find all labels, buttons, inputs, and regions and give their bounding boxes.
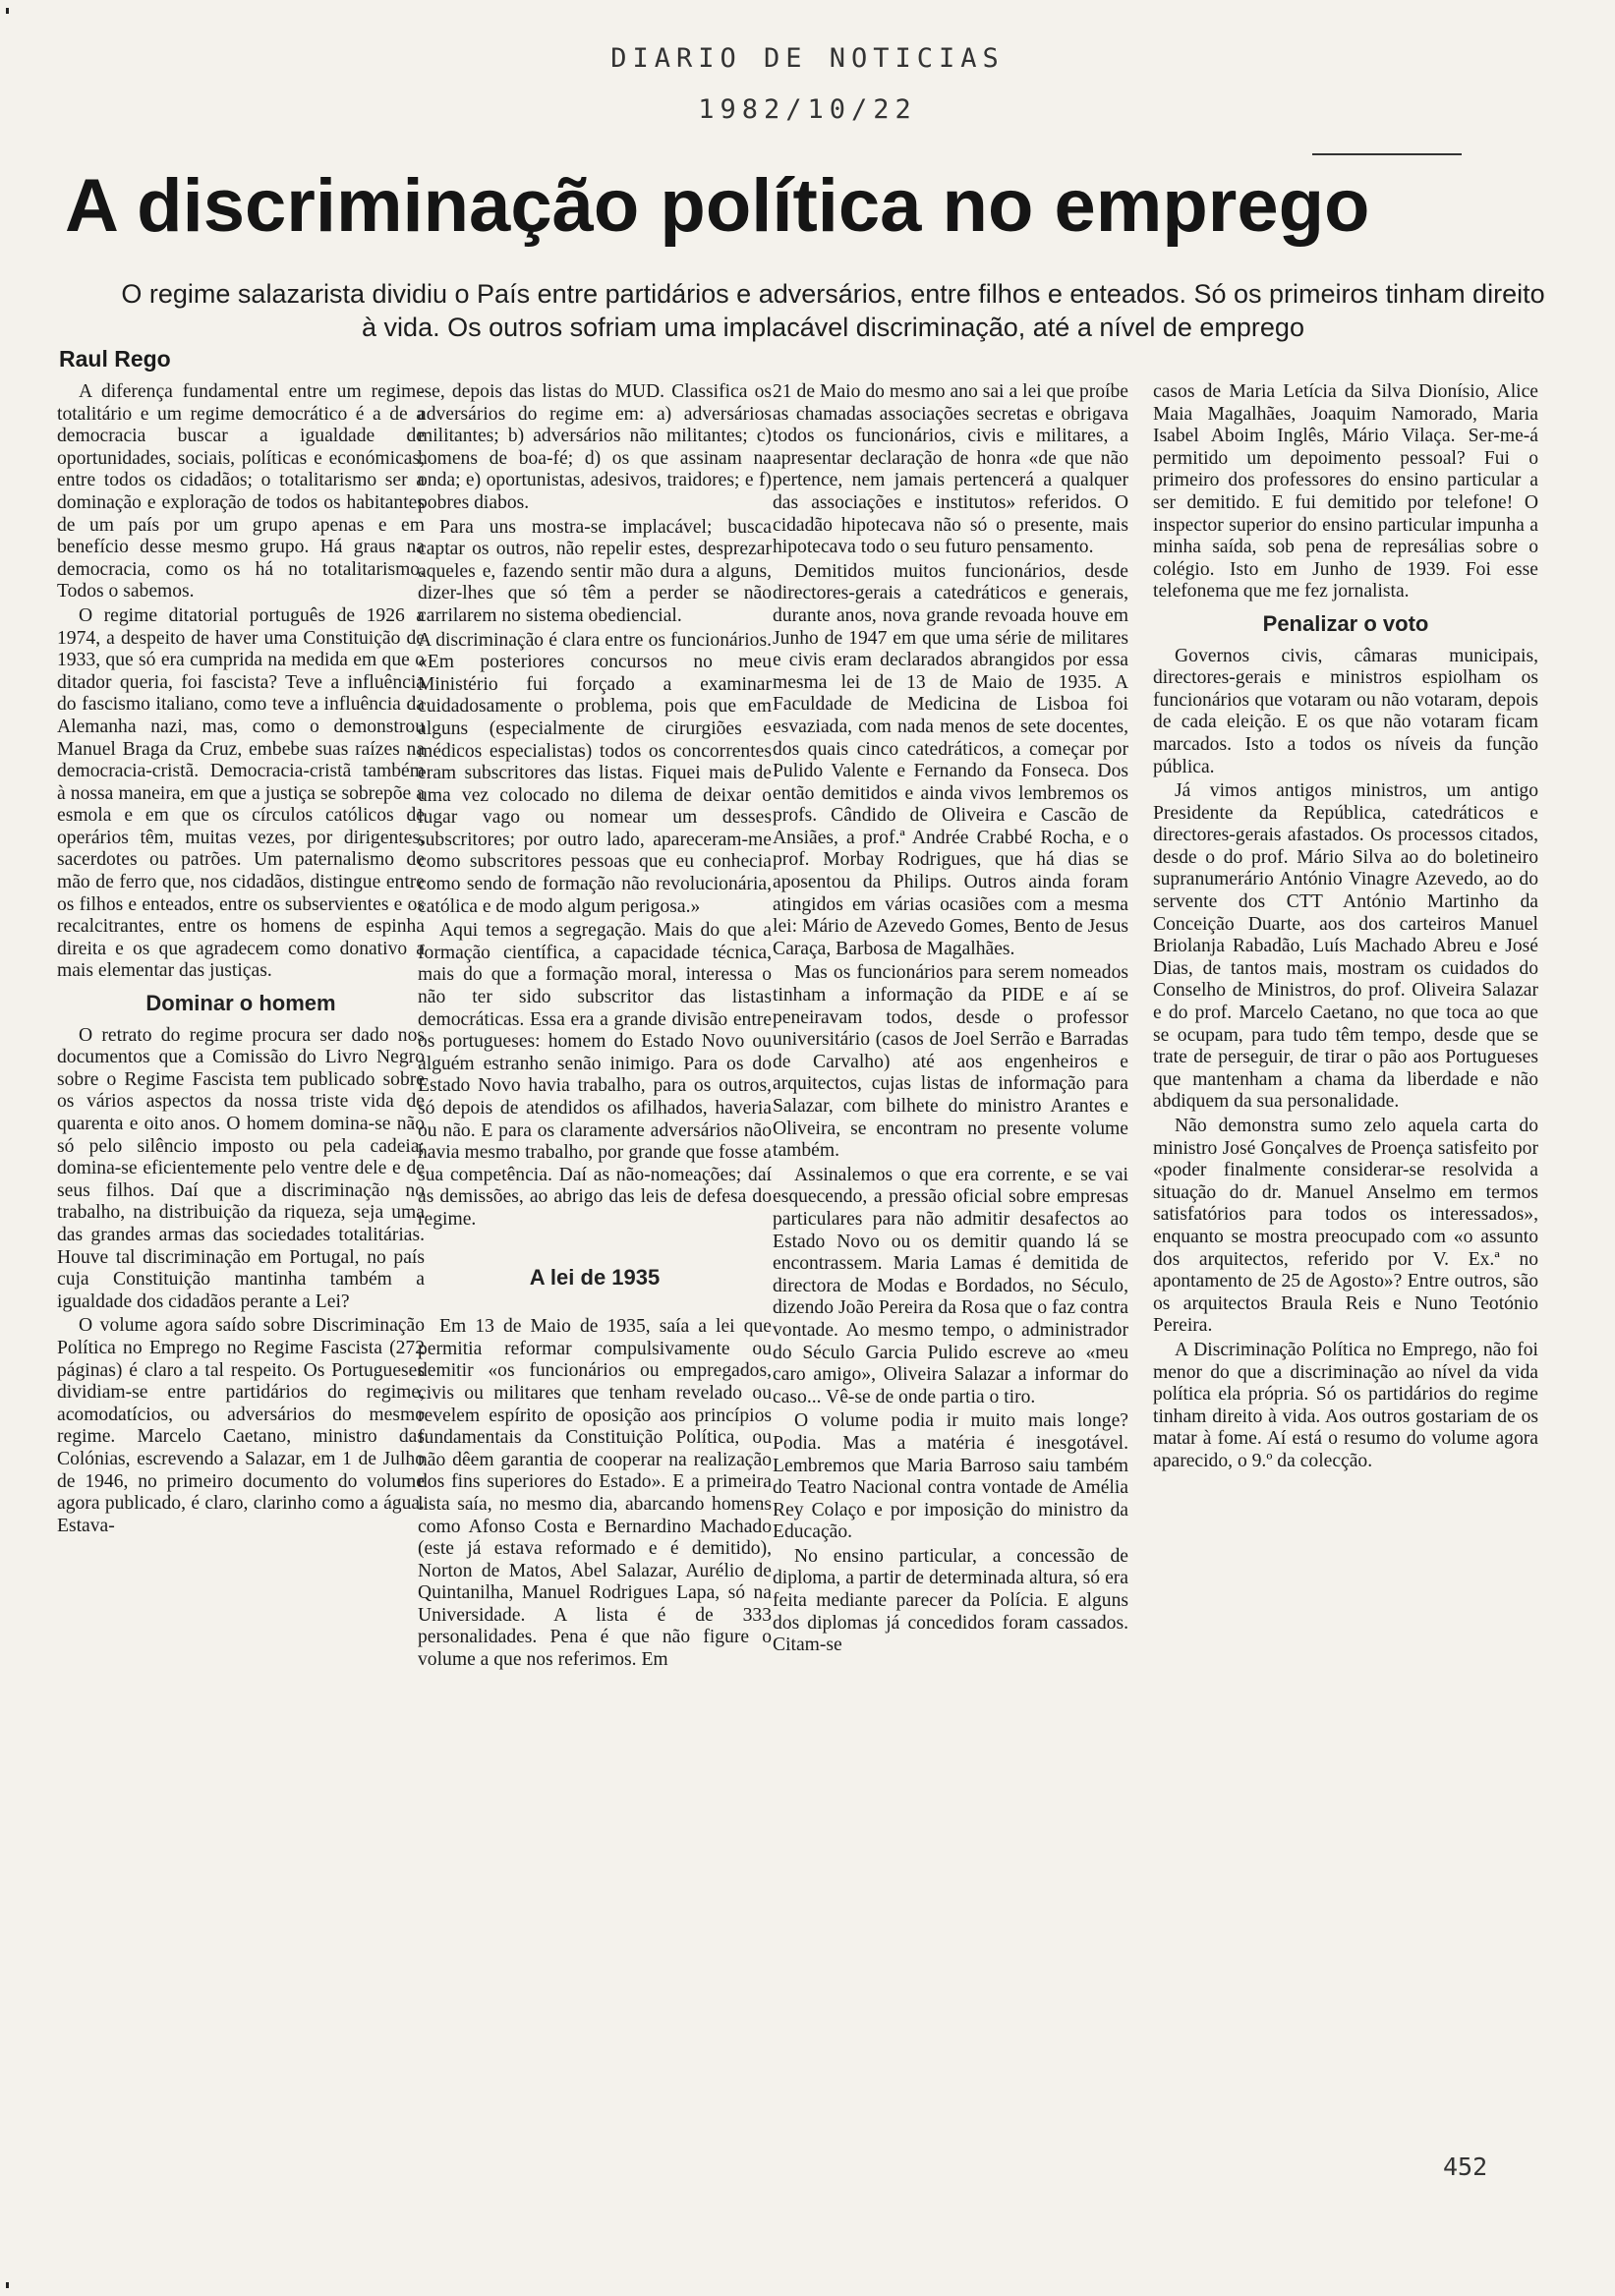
paragraph: Assinalemos o que era corrente, e se vai esquecendo, a pressão oficial sobre empresas particulares para não admitir desafectos ao Estado Novo ou os demitir quando lá se encontrassem. Maria Lamas é demitida de directora de Modas e Bordados, no Século, dizendo João Pereira da Rosa que o faz contra vontade. Ao mesmo tempo, o administrador do Século Garcia Pulido escreve ao «meu caro amigo», Oliveira Salazar a informar do caso... Vê-se de onde partia o tiro. — [773, 1164, 1128, 1407]
article-column-1 — [57, 381, 425, 2249]
paragraph: 21 de Maio do mesmo ano sai a lei que proíbe as chamadas associações secretas e obrigava todos os funcionários, civis e militares, a apresentar declaração de honra «de que não pertence, nem jamais pertencerá a qualquer das associações e institutos» referidos. O cidadão hipotecava não só o presente, mais hipotecava todo o seu futuro pensamento. — [773, 381, 1128, 558]
publication-date: 1982/10/22 — [698, 94, 917, 125]
scan-mark — [6, 8, 9, 14]
paragraph: Já vimos antigos ministros, um antigo Presidente da República, catedráticos e directores-gerais afastados. Os processos citados, desde o do prof. Mário Silva ao do boletineiro supranumerário António Vinagre Azevedo, ao do servente dos CTT António Martinho da Conceição Duarte, aos dos carteiros Manuel Briolanja Rabadão, Luís Machado Abreu e José Dias, de tantos mais, mostram os cuidados do Conselho de Ministros, do prof. Oliveira Salazar e do prof. Marcelo Caetano, no que toca ao que se ocupam, para tudo têm tempo, desde que se trate de perseguir, de tirar o pão aos Portugueses que mantenham a chama da liberdade e não abdiquem da sua personalidade. — [1153, 780, 1538, 1113]
article-column-2 — [418, 381, 772, 2249]
page-number: 452 — [1443, 2152, 1488, 2181]
paragraph: A diferença fundamental entre um regime totalitário e um regime democrático é a de a democracia buscar a igualdade de oportunidades, sociais, políticas e económicas, entre todos os cidadãos; o totalitarismo ser a dominação e exploração de todos os habitantes de um país por um grupo apenas e em benefício desse mesmo grupo. Há graus na democracia, como os há no totalitarismo. Todos o sabemos. — [57, 381, 425, 603]
paragraph: Em 13 de Maio de 1935, saía a lei que permitia reformar compulsivamente ou demitir «os funcionários ou empregados, civis ou militares que tenham revelado ou revelem espírito de oposição aos princípios fundamentais da Constituição Política, ou não dêem garantia de cooperar na realização dos fins superiores do Estado». E a primeira lista saía, no mesmo dia, abarcando homens como Afonso Costa e Bernardino Machado (este já estava reformado e é demitido), Norton de Matos, Abel Salazar, Aurélio de Quintanilha, Manuel Rodrigues Lapa, só na Universidade. A lista é de 333 personalidades. Pena é que não figure o volume a que nos referimos. Em — [418, 1316, 772, 1671]
paragraph: O volume podia ir muito mais longe? Podia. Mas a matéria é inesgotável. Lembremos que Maria Barroso saiu também do Teatro Nacional contra vontade de Amélia Rey Colaço e por imposição do ministro da Educação. — [773, 1410, 1128, 1543]
article-lead — [59, 277, 1607, 344]
paragraph: O regime ditatorial português de 1926 a 1974, a despeito de haver uma Constituição de 1933, que só era cumprida na medida em que o ditador queria, foi fascista? Teve a influência do fascismo italiano, como teve a influência da Alemanha nazi, mas, como o demonstrou Manuel Braga da Cruz, embebe suas raízes na democracia-cristã. Democracia-cristã também à nossa maneira, em que a justiça se sobrepõe a esmola e em que os círculos católicos de operários têm, muitas vezes, por dirigentes, sacerdotes ou patrões. Um paternalismo de mão de ferro que, nos cidadãos, distingue entre os filhos e enteados, entre os subservientes e os recalcitrantes, entre os homens de espinha direita e os que agradecem como donativo a mais elementar das justiças. — [57, 604, 425, 982]
paragraph: Mas os funcionários para serem nomeados tinham a informação da PIDE e aí se peneiravam todos, desde o professor universitário (casos de Joel Serrão e Barradas de Carvalho) até aos engenheiros e arquitectos, cujas listas de informação para Salazar, com bilhete do ministro Arantes e Oliveira, se encontram no presente volume também. — [773, 962, 1128, 1162]
lead-line: à vida. Os outros sofriam uma implacável discriminação, até a nível de emprego — [362, 313, 1304, 342]
subheading: A lei de 1935 — [529, 1264, 661, 1290]
separator-rule — [1312, 153, 1462, 155]
paragraph: Aqui temos a segregação. Mais do que a formação científica, a capacidade técnica, mais do que a formação moral, interessa o não ter sido subscritor das listas democráticas. Essa era a grande divisão entre os portugueses: homem do Estado Novo ou alguém estranho senão inimigo. Para os do Estado Novo havia trabalho, para os outros, só depois de atendidos os afilhados, haveria ou não. E para os claramente adversários não havia mesmo trabalho, por grande que fosse a sua competência. Daí as não-nomeações; daí as demissões, ao abrigo das leis de defesa do regime. — [418, 920, 772, 1230]
paragraph: A Discriminação Política no Emprego, não foi menor do que a discriminação ao nível da vida política ela própria. Só os partidários do regime tinham direito à vida. Aos outros gostariam de os matar à fome. Aí está o resumo do volume agora aparecido, o 9.º da colecção. — [1153, 1339, 1538, 1471]
paragraph: Para uns mostra-se implacável; busca captar os outros, não repelir estes, desprezar aqueles e, fazendo sentir mão dura a alguns, dizer-lhes que só têm a perder se não carrilarem no sistema obediencial. — [418, 516, 772, 626]
paragraph: Demitidos muitos funcionários, desde directores-gerais a catedráticos e generais, durante anos, nova grande revoada houve em Junho de 1947 em que uma série de militares e civis eram declarados abrangidos por essa mesma lei de 13 de Maio de 1935. A Faculdade de Medicina de Lisboa foi esvaziada, com nada menos de sete docentes, dos quais cinco catedráticos, a começar por Pulido Valente e Fernando da Fonseca. Dos então demitidos e ainda vivos lembremos os profs. Cândido de Oliveira e Cascão de Ansiães, a prof.ª Andrée Crabbé Rocha, e o prof. Morbay Rodrigues, que há dias se aposentou da Philips. Outros ainda foram atingidos em várias ocasiões com a mesma lei: Mário de Azevedo Gomes, Bento de Jesus Caraça, Barbosa de Magalhães. — [773, 560, 1128, 959]
paragraph: O retrato do regime procura ser dado nos documentos que a Comissão do Livro Negro sobre o Regime Fascista tem publicado sobre os vários aspectos da nossa triste vida de quarenta e oito anos. O homem domina-se não só pelo silêncio imposto ou pela cadeia; domina-se eficientemente pelo ventre dele e de seus filhos. Daí que a discriminação no trabalho, na distribuição da riqueza, seja uma das grandes armas das sociedades totalitárias. Houve tal discriminação em Portugal, no país cuja Constituição mantinha também a igualdade dos cidadãos perante a Lei? — [57, 1024, 425, 1312]
newspaper-name: DIARIO DE NOTICIAS — [610, 43, 1005, 74]
subheading: Dominar o homem — [145, 991, 336, 1016]
paragraph: No ensino particular, a concessão de diploma, a partir de determinada altura, só era feita mediante parecer da Polícia. E alguns dos diplomas já concedidos foram cassados. Citam-se — [773, 1545, 1128, 1656]
paragraph: -se, depois das listas do MUD. Classifica os adversários do regime em: a) adversários militantes; b) adversários não militantes; c) homens de boa-fé; d) os que assinam na onda; e) oportunistas, adesivos, traidores; e f) pobres diabos. — [418, 381, 772, 513]
lead-line: O regime salazarista dividiu o País entre partidários e adversários, entre filhos e enteados. Só os primeiros tinham direito — [121, 279, 1545, 309]
paragraph: O volume agora saído sobre Discriminação Política no Emprego no Regime Fascista (272 páginas) é claro a tal respeito. Os Portugueses dividiam-se entre partidários do regime, acomodatícios, ou adversários do mesmo regime. Marcelo Caetano, ministro das Colónias, escrevendo a Salazar, em 1 de Julho de 1946, no primeiro documento do volume agora publicado, é claro, clarinho como a água. Estava- — [57, 1315, 425, 1536]
paragraph: Não demonstra sumo zelo aquela carta do ministro José Gonçalves de Proença satisfeito por «poder finalmente considerar-se resolvida a situação do dr. Manuel Anselmo em termos satisfatórios para todos os interessados», enquanto se mostra preocupado com «o assunto dos arquitectos, referido por V. Ex.ª no apontamento de 25 de Agosto»? Entre outros, são os arquitectos Braula Reis e Nuno Teotónio Pereira. — [1153, 1116, 1538, 1337]
article-column-4 — [1153, 381, 1538, 2249]
article-column-3 — [773, 381, 1128, 2249]
subheading: Penalizar o voto — [1262, 610, 1429, 636]
author-byline: Raul Rego — [59, 346, 171, 372]
paragraph: Governos civis, câmaras municipais, directores-gerais e ministros espiolham os funcionários que votaram ou não votaram, depois de cada eleição. E os que não votaram ficam marcados. Isto a todos os níveis da função pública. — [1153, 645, 1538, 777]
scan-mark — [6, 2282, 9, 2288]
paragraph: A discriminação é clara entre os funcionários. «Em posteriores concursos no meu Ministério fui forçado a examinar cuidadosamente o problema, pois que em alguns (especialmente de cirurgiões e médicos especialistas) todos os concorrentes eram subscritores das listas. Fiquei mais de uma vez colocado no dilema de deixar o lugar vago ou nomear um desses subscritores; por outro lado, apareceram-me como subscritores pessoas que eu conhecia como sendo de formação não revolucionária, católica e de modo algum perigosa.» — [418, 629, 772, 917]
paragraph: casos de Maria Letícia da Silva Dionísio, Alice Maia Magalhães, Joaquim Namorado, Maria Isabel Aboim Inglês, Mário Vilaça. Ser-me-á permitido um depoimento pessoal? Fui o primeiro dos professores do ensino particular a ser demitido. E fui demitido por telefone! O inspector superior do ensino particular impunha a minha saída, sob pena de represálias sobre o colégio. Isto em Junho de 1939. Foi esse telefonema que me fez jornalista. — [1153, 381, 1538, 603]
article-headline: A discriminação política no emprego — [65, 164, 1370, 248]
